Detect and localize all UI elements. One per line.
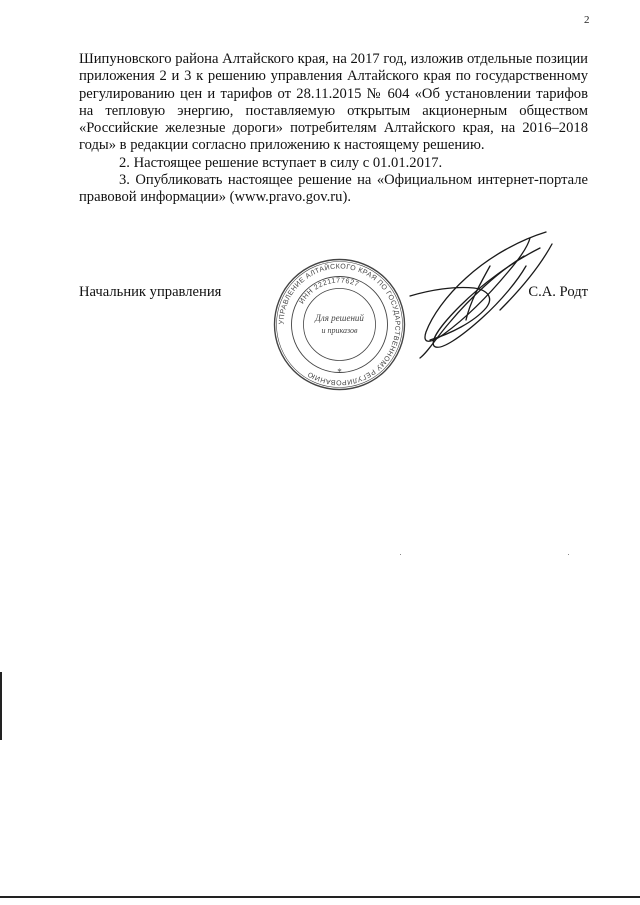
signatory-position: Начальник управления [79, 284, 222, 300]
paragraph-continuation: Шипуновского района Алтайского края, на 2017 год, изложив отдельные позиции приложения 2 и 3 к решению управления Алтайского края по государственному регулированию цен и тарифов от 28.11.2015 № 604 «Об установлении тарифов на тепловую энергию, поставляемую открытым акционерным обществом «Российские железные дороги» потребителям Алтайского края, на 2016–2018 годы» в редакции согласно приложению к настоящему решению. [79, 51, 588, 154]
svg-text:ИНН 2221177627 [298, 277, 360, 305]
page-number: 2 [584, 14, 590, 26]
document-body [79, 51, 588, 207]
scan-speck [568, 554, 569, 555]
seal-inn-text: ИНН 2221177627 [298, 277, 361, 306]
scan-speck [400, 554, 401, 555]
paragraph-publication: 3. Опубликовать настоящее решение на «Официальном интернет-портале правовой информации» (www.pravo.gov.ru). [79, 172, 588, 206]
seal-inner-text-2: и приказов [321, 326, 358, 335]
paragraph-effective-date: 2. Настоящее решение вступает в силу с 01.01.2017. [119, 154, 443, 171]
seal-outer-text: УПРАВЛЕНИЕ АЛТАЙСКОГО КРАЯ ПО ГОСУДАРСТВЕННОМУ РЕГУЛИРОВАНИЮ [278, 263, 401, 386]
scan-edge-bottom [0, 896, 640, 898]
handwritten-signature [370, 226, 570, 366]
scan-edge-left [0, 672, 2, 740]
seal-inner-text-1: Для решений [315, 313, 364, 323]
signatory-name: С.А. Родт [528, 284, 588, 300]
seal-star-icon: * [337, 367, 342, 377]
